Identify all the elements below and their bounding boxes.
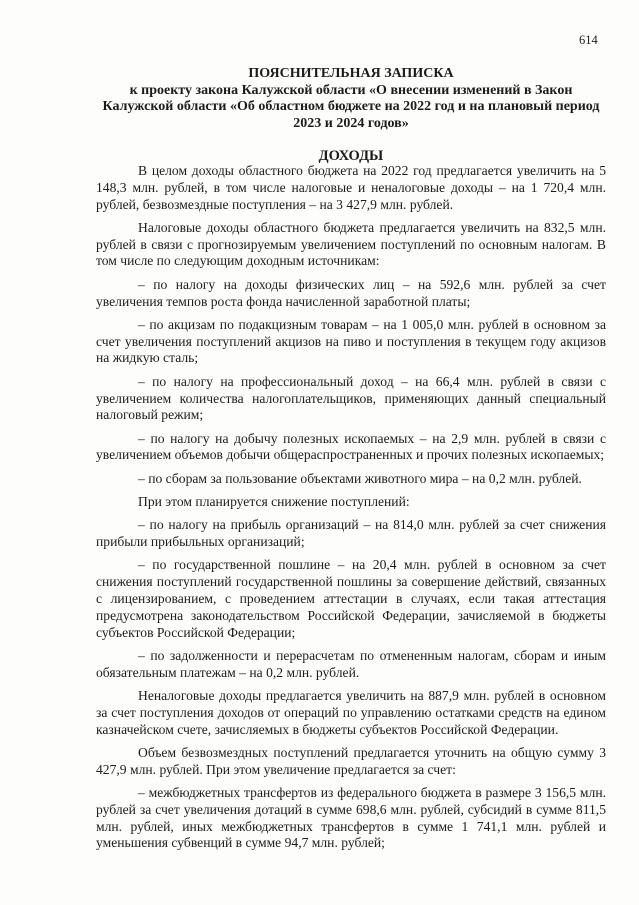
paragraph-state-duty: – по государственной пошлине – на 20,4 млн. рублей в основном за счет снижения поступлений государственной пошлины за совершение действий, связанных с лицензированием, с проведением аттестации в случаях, если такая аттестация предусмотрена законодательством Российской Федерации, зачисляемой в бюджеты субъектов Российской Федерации; xyxy=(96,557,606,640)
document-title xyxy=(96,66,606,132)
title-line-4: 2023 и 2024 годов» xyxy=(293,115,409,131)
paragraph-total-income: В целом доходы областного бюджета на 2022 год предлагается увеличить на 5 148,3 млн. рублей, в том числе налоговые и неналоговые доходы – на 1 720,4 млн. рублей, безвозмездные поступления – на 3 427,9 млн. рублей. xyxy=(96,163,606,212)
paragraph-personal-income-tax: – по налогу на доходы физических лиц – на 592,6 млн. рублей за счет увеличения темпов роста фонда начисленной заработной платы; xyxy=(96,276,606,309)
paragraph-tax-income: Налоговые доходы областного бюджета предлагается увеличить на 832,5 млн. рублей в связи с прогнозируемым увеличением поступлений по основным налогам. В том числе по следующим доходным источникам: xyxy=(96,219,606,269)
paragraph-mineral-extraction-tax: – по налогу на добычу полезных ископаемых – на 2,9 млн. рублей в связи с увеличением объемов добычи общераспространенных и прочих полезных ископаемых; xyxy=(96,430,606,463)
document-body xyxy=(96,163,606,859)
title-line-3: Калужской области «Об областном бюджете на 2022 год и на плановый период xyxy=(102,99,600,114)
paragraph-reduction-intro: При этом планируется снижение поступлений: xyxy=(138,494,410,510)
paragraph-interbudget-transfers: – межбюджетных трансфертов из федерального бюджета в размере 3 156,5 млн. рублей за счет увеличения дотаций в сумме 698,6 млн. рублей, субсидий в сумме 811,5 млн. рублей, иных межбюджетных трансфертов в сумме 1 741,1 млн. рублей и уменьшения субвенций в сумме 94,7 млн. рублей; xyxy=(96,785,606,851)
paragraph-wildlife-fees: – по сборам за пользование объектами животного мира – на 0,2 млн. рублей. xyxy=(138,470,582,486)
paragraph-gratuitous-receipts: Объем безвозмездных поступлений предлагается уточнить на общую сумму 3 427,9 млн. рублей. При этом увеличение предлагается за счет: xyxy=(96,744,606,777)
title-line-1: ПОЯСНИТЕЛЬНАЯ ЗАПИСКА xyxy=(248,66,454,81)
paragraph-non-tax-income: Неналоговые доходы предлагается увеличить на 887,9 млн. рублей в основном за счет поступления доходов от операций по управлению остатками средств на едином казначейском счете, зачисляемых в бюджеты субъектов Российской Федерации. xyxy=(96,688,606,737)
page-number: 614 xyxy=(579,33,598,47)
section-heading: ДОХОДЫ xyxy=(318,148,384,164)
paragraph-professional-income-tax: – по налогу на профессиональный доход – на 66,4 млн. рублей в связи с увеличением количества налогоплательщиков, применяющих данный специальный налоговый режим; xyxy=(96,373,606,423)
title-line-2: к проекту закона Калужской области «О внесении изменений в Закон xyxy=(129,82,573,98)
paragraph-excise: – по акцизам по подакцизным товарам – на 1 005,0 млн. рублей в основном за счет увеличения поступлений акцизов на пиво и поступления в текущем году акцизов на жидкую сталь; xyxy=(96,316,606,366)
paragraph-profit-tax: – по налогу на прибыль организаций – на 814,0 млн. рублей за счет снижения прибыли прибыльных организаций; xyxy=(96,517,606,550)
paragraph-cancelled-taxes: – по задолженности и перерасчетам по отмененным налогам, сборам и иным обязательным платежам – на 0,2 млн. рублей. xyxy=(96,647,606,680)
